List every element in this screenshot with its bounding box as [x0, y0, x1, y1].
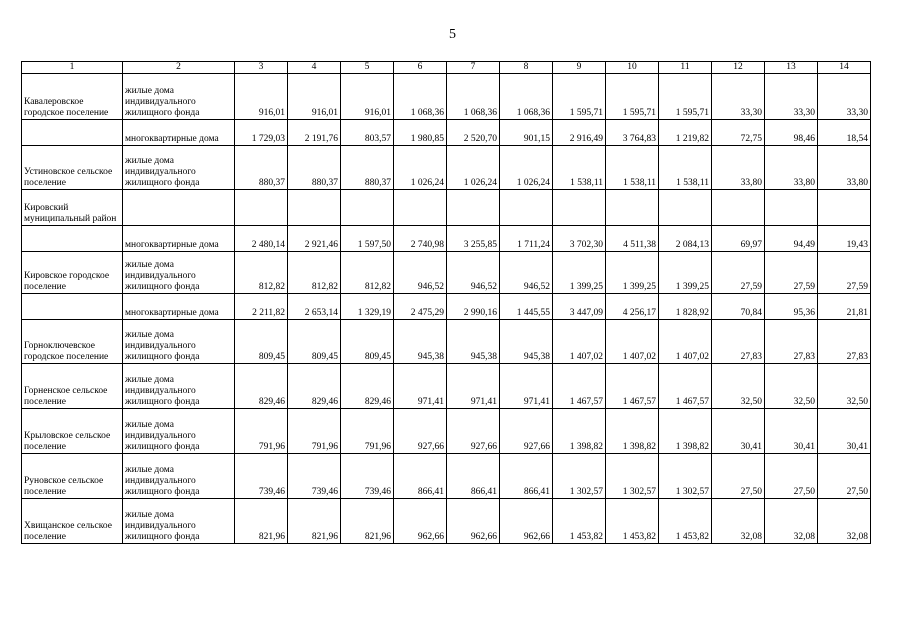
value-cell: [765, 190, 818, 226]
value-cell: 962,66: [500, 499, 553, 544]
value-cell: 1 445,55: [500, 294, 553, 320]
value-cell: 32,50: [818, 364, 871, 409]
header-cell: 14: [818, 62, 871, 74]
value-cell: 1 980,85: [394, 120, 447, 146]
value-cell: 2 916,49: [553, 120, 606, 146]
value-cell: 2 990,16: [447, 294, 500, 320]
value-cell: 33,80: [712, 146, 765, 190]
housing-type-cell: жилые дома индивидуального жилищного фонда: [123, 409, 235, 454]
value-cell: 829,46: [341, 364, 394, 409]
settlement-name-cell: Горненское сельское поселение: [22, 364, 123, 409]
value-cell: 27,50: [765, 454, 818, 499]
value-cell: 739,46: [288, 454, 341, 499]
value-cell: 809,45: [341, 320, 394, 364]
value-cell: 3 764,83: [606, 120, 659, 146]
value-cell: 946,52: [500, 252, 553, 294]
value-cell: 1 538,11: [659, 146, 712, 190]
value-cell: 791,96: [341, 409, 394, 454]
settlement-name-cell: [22, 226, 123, 252]
value-cell: 18,54: [818, 120, 871, 146]
tariff-table: [21, 61, 871, 544]
housing-type-cell: жилые дома индивидуального жилищного фонда: [123, 252, 235, 294]
value-cell: 1 467,57: [553, 364, 606, 409]
housing-type-cell: жилые дома индивидуального жилищного фонда: [123, 74, 235, 120]
table-row: [22, 499, 871, 544]
value-cell: 880,37: [341, 146, 394, 190]
header-cell: 5: [341, 62, 394, 74]
header-cell: 10: [606, 62, 659, 74]
value-cell: 1 453,82: [606, 499, 659, 544]
table-row: [22, 454, 871, 499]
housing-type-cell: жилые дома индивидуального жилищного фонда: [123, 320, 235, 364]
value-cell: 916,01: [235, 74, 288, 120]
value-cell: 2 921,46: [288, 226, 341, 252]
value-cell: 1 595,71: [606, 74, 659, 120]
value-cell: 27,83: [712, 320, 765, 364]
value-cell: 1 398,82: [606, 409, 659, 454]
value-cell: 803,57: [341, 120, 394, 146]
table-row: [22, 146, 871, 190]
value-cell: 2 475,29: [394, 294, 447, 320]
value-cell: 829,46: [235, 364, 288, 409]
value-cell: 30,41: [765, 409, 818, 454]
value-cell: 809,45: [288, 320, 341, 364]
settlement-name-cell: [22, 294, 123, 320]
value-cell: 829,46: [288, 364, 341, 409]
value-cell: 3 447,09: [553, 294, 606, 320]
settlement-name-cell: Руновское сельское поселение: [22, 454, 123, 499]
header-cell: 6: [394, 62, 447, 74]
value-cell: 27,83: [765, 320, 818, 364]
value-cell: 866,41: [447, 454, 500, 499]
table-row: [22, 190, 871, 226]
header-cell: 13: [765, 62, 818, 74]
value-cell: 1 407,02: [606, 320, 659, 364]
value-cell: 19,43: [818, 226, 871, 252]
value-cell: 21,81: [818, 294, 871, 320]
table-header-row: [22, 62, 871, 74]
housing-type-cell: многоквартирные дома: [123, 120, 235, 146]
header-cell: 9: [553, 62, 606, 74]
value-cell: 809,45: [235, 320, 288, 364]
value-cell: 1 068,36: [394, 74, 447, 120]
value-cell: 2 520,70: [447, 120, 500, 146]
value-cell: 821,96: [235, 499, 288, 544]
table-row: [22, 409, 871, 454]
value-cell: 1 538,11: [606, 146, 659, 190]
housing-type-cell: жилые дома индивидуального жилищного фонда: [123, 364, 235, 409]
settlement-name-cell: Горноключевское городское поселение: [22, 320, 123, 364]
value-cell: 1 068,36: [447, 74, 500, 120]
table-row: [22, 120, 871, 146]
value-cell: 4 256,17: [606, 294, 659, 320]
housing-type-cell: жилые дома индивидуального жилищного фонда: [123, 499, 235, 544]
value-cell: 1 467,57: [606, 364, 659, 409]
value-cell: 72,75: [712, 120, 765, 146]
value-cell: 962,66: [447, 499, 500, 544]
value-cell: 1 467,57: [659, 364, 712, 409]
value-cell: 821,96: [288, 499, 341, 544]
value-cell: 2 191,76: [288, 120, 341, 146]
value-cell: 1 597,50: [341, 226, 394, 252]
value-cell: 33,80: [818, 146, 871, 190]
value-cell: [341, 190, 394, 226]
value-cell: 95,36: [765, 294, 818, 320]
value-cell: 33,30: [765, 74, 818, 120]
value-cell: 2 211,82: [235, 294, 288, 320]
value-cell: 1 026,24: [500, 146, 553, 190]
value-cell: 812,82: [235, 252, 288, 294]
value-cell: [288, 190, 341, 226]
value-cell: 1 595,71: [553, 74, 606, 120]
value-cell: 971,41: [394, 364, 447, 409]
value-cell: 33,30: [818, 74, 871, 120]
value-cell: 946,52: [394, 252, 447, 294]
value-cell: 791,96: [288, 409, 341, 454]
value-cell: 1 398,82: [553, 409, 606, 454]
value-cell: 1 595,71: [659, 74, 712, 120]
settlement-name-cell: Крыловское сельское поселение: [22, 409, 123, 454]
value-cell: [447, 190, 500, 226]
table-row: [22, 74, 871, 120]
header-cell: 8: [500, 62, 553, 74]
value-cell: 916,01: [288, 74, 341, 120]
value-cell: 32,50: [712, 364, 765, 409]
value-cell: 812,82: [341, 252, 394, 294]
value-cell: 33,30: [712, 74, 765, 120]
value-cell: 32,08: [765, 499, 818, 544]
header-cell: 4: [288, 62, 341, 74]
value-cell: 1 453,82: [659, 499, 712, 544]
value-cell: 916,01: [341, 74, 394, 120]
value-cell: 880,37: [235, 146, 288, 190]
housing-type-cell: многоквартирные дома: [123, 226, 235, 252]
value-cell: 1 453,82: [553, 499, 606, 544]
value-cell: 945,38: [447, 320, 500, 364]
housing-type-cell: многоквартирные дома: [123, 294, 235, 320]
value-cell: 27,59: [712, 252, 765, 294]
value-cell: 98,46: [765, 120, 818, 146]
value-cell: 962,66: [394, 499, 447, 544]
settlement-name-cell: Кировский муниципальный район: [22, 190, 123, 226]
value-cell: 927,66: [447, 409, 500, 454]
value-cell: 69,97: [712, 226, 765, 252]
value-cell: 1 329,19: [341, 294, 394, 320]
value-cell: 4 511,38: [606, 226, 659, 252]
value-cell: 945,38: [394, 320, 447, 364]
value-cell: 27,59: [818, 252, 871, 294]
value-cell: 901,15: [500, 120, 553, 146]
value-cell: 1 026,24: [394, 146, 447, 190]
value-cell: 971,41: [500, 364, 553, 409]
value-cell: 32,08: [712, 499, 765, 544]
value-cell: 866,41: [500, 454, 553, 499]
value-cell: 32,08: [818, 499, 871, 544]
value-cell: 1 407,02: [553, 320, 606, 364]
value-cell: 70,84: [712, 294, 765, 320]
settlement-name-cell: [22, 120, 123, 146]
value-cell: 1 068,36: [500, 74, 553, 120]
settlement-name-cell: Хвищанское сельское поселение: [22, 499, 123, 544]
value-cell: 27,50: [712, 454, 765, 499]
value-cell: 3 255,85: [447, 226, 500, 252]
value-cell: [235, 190, 288, 226]
header-cell: 3: [235, 62, 288, 74]
value-cell: 1 711,24: [500, 226, 553, 252]
value-cell: 1 398,82: [659, 409, 712, 454]
value-cell: 32,50: [765, 364, 818, 409]
value-cell: 927,66: [500, 409, 553, 454]
value-cell: 30,41: [818, 409, 871, 454]
value-cell: 1 219,82: [659, 120, 712, 146]
value-cell: 27,83: [818, 320, 871, 364]
table-row: [22, 252, 871, 294]
table-row: [22, 226, 871, 252]
value-cell: 1 399,25: [659, 252, 712, 294]
value-cell: [500, 190, 553, 226]
value-cell: 927,66: [394, 409, 447, 454]
settlement-name-cell: Устиновское сельское поселение: [22, 146, 123, 190]
value-cell: 2 084,13: [659, 226, 712, 252]
value-cell: 2 740,98: [394, 226, 447, 252]
housing-type-cell: [123, 190, 235, 226]
page-number: 5: [449, 27, 456, 42]
value-cell: [606, 190, 659, 226]
value-cell: 812,82: [288, 252, 341, 294]
table-row: [22, 294, 871, 320]
value-cell: 2 480,14: [235, 226, 288, 252]
settlement-name-cell: Кировское городское поселение: [22, 252, 123, 294]
value-cell: [712, 190, 765, 226]
value-cell: 1 729,03: [235, 120, 288, 146]
value-cell: 791,96: [235, 409, 288, 454]
value-cell: 821,96: [341, 499, 394, 544]
value-cell: 30,41: [712, 409, 765, 454]
value-cell: 880,37: [288, 146, 341, 190]
value-cell: 1 538,11: [553, 146, 606, 190]
settlement-name-cell: Кавалеровское городское поселение: [22, 74, 123, 120]
table-row: [22, 320, 871, 364]
value-cell: 1 407,02: [659, 320, 712, 364]
value-cell: 1 399,25: [553, 252, 606, 294]
value-cell: [818, 190, 871, 226]
value-cell: 1 302,57: [659, 454, 712, 499]
value-cell: 946,52: [447, 252, 500, 294]
value-cell: 94,49: [765, 226, 818, 252]
header-cell: 12: [712, 62, 765, 74]
housing-type-cell: жилые дома индивидуального жилищного фонда: [123, 146, 235, 190]
header-cell: 1: [22, 62, 123, 74]
value-cell: 739,46: [235, 454, 288, 499]
header-cell: 2: [123, 62, 235, 74]
value-cell: 971,41: [447, 364, 500, 409]
value-cell: 1 302,57: [606, 454, 659, 499]
value-cell: 27,59: [765, 252, 818, 294]
value-cell: 27,50: [818, 454, 871, 499]
value-cell: 2 653,14: [288, 294, 341, 320]
value-cell: 1 302,57: [553, 454, 606, 499]
value-cell: 3 702,30: [553, 226, 606, 252]
header-cell: 7: [447, 62, 500, 74]
table-row: [22, 364, 871, 409]
value-cell: [553, 190, 606, 226]
value-cell: 1 026,24: [447, 146, 500, 190]
value-cell: [394, 190, 447, 226]
value-cell: 1 828,92: [659, 294, 712, 320]
value-cell: 945,38: [500, 320, 553, 364]
value-cell: 1 399,25: [606, 252, 659, 294]
value-cell: 739,46: [341, 454, 394, 499]
header-cell: 11: [659, 62, 712, 74]
value-cell: 33,80: [765, 146, 818, 190]
value-cell: 866,41: [394, 454, 447, 499]
value-cell: [659, 190, 712, 226]
housing-type-cell: жилые дома индивидуального жилищного фонда: [123, 454, 235, 499]
